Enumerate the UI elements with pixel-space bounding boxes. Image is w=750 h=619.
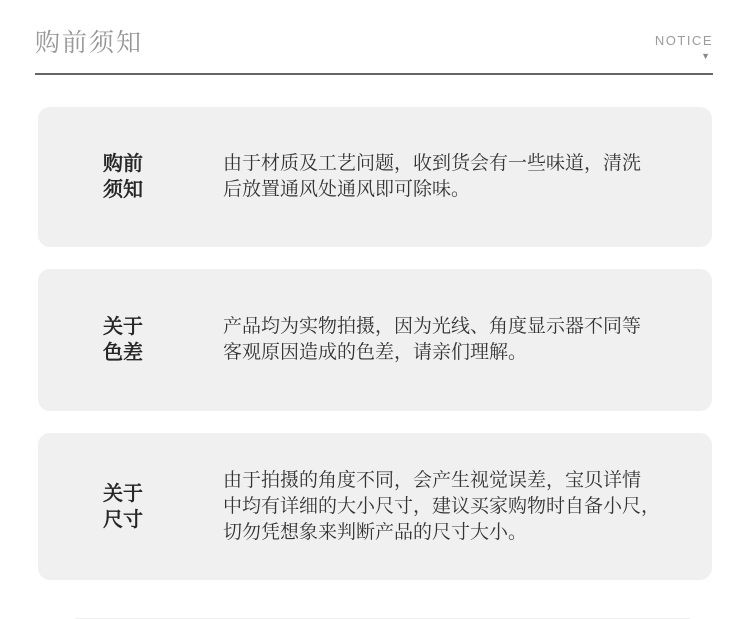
- notice-cards: [0, 107, 750, 580]
- card-label: [103, 481, 147, 533]
- card-label-line: 尺寸: [103, 508, 143, 531]
- card-label: [103, 314, 147, 366]
- page-title: 购前须知: [35, 29, 144, 57]
- card-label-line: 色差: [103, 342, 143, 364]
- card-label-line: 关于: [103, 316, 143, 338]
- card-label-line: 须知: [103, 179, 143, 201]
- notice-card-size: [38, 433, 712, 580]
- section-header: [35, 0, 713, 75]
- card-text-line: 客观原因造成的色差，请亲们理解。: [223, 342, 528, 363]
- card-label-line: 购前: [103, 153, 143, 175]
- card-text-line: 由于拍摄的角度不同，会产生视觉误差，宝贝详情: [223, 469, 642, 491]
- card-text: [223, 468, 693, 546]
- notice-card-color-difference: [38, 269, 712, 411]
- card-text-line: 中均有详细的大小尺寸，建议买家购物时自备小尺，: [223, 495, 661, 517]
- card-text-line: 切勿凭想象来判断产品的尺寸大小。: [223, 521, 528, 543]
- notice-label: NOTICE: [654, 33, 713, 48]
- notice-block: [655, 34, 713, 61]
- chevron-down-icon: ▼: [701, 51, 710, 61]
- notice-card-prepurchase: [38, 107, 712, 247]
- card-label-line: 关于: [103, 482, 143, 505]
- card-text: [223, 314, 693, 366]
- card-text: [223, 151, 693, 203]
- card-text-line: 后放置通风处通风即可除味。: [223, 179, 471, 200]
- card-text-line: 产品均为实物拍摄，因为光线、角度显示器不同等: [223, 316, 642, 337]
- card-text-line: 由于材质及工艺问题，收到货会有一些味道，清洗: [223, 153, 642, 174]
- card-label: [103, 151, 147, 203]
